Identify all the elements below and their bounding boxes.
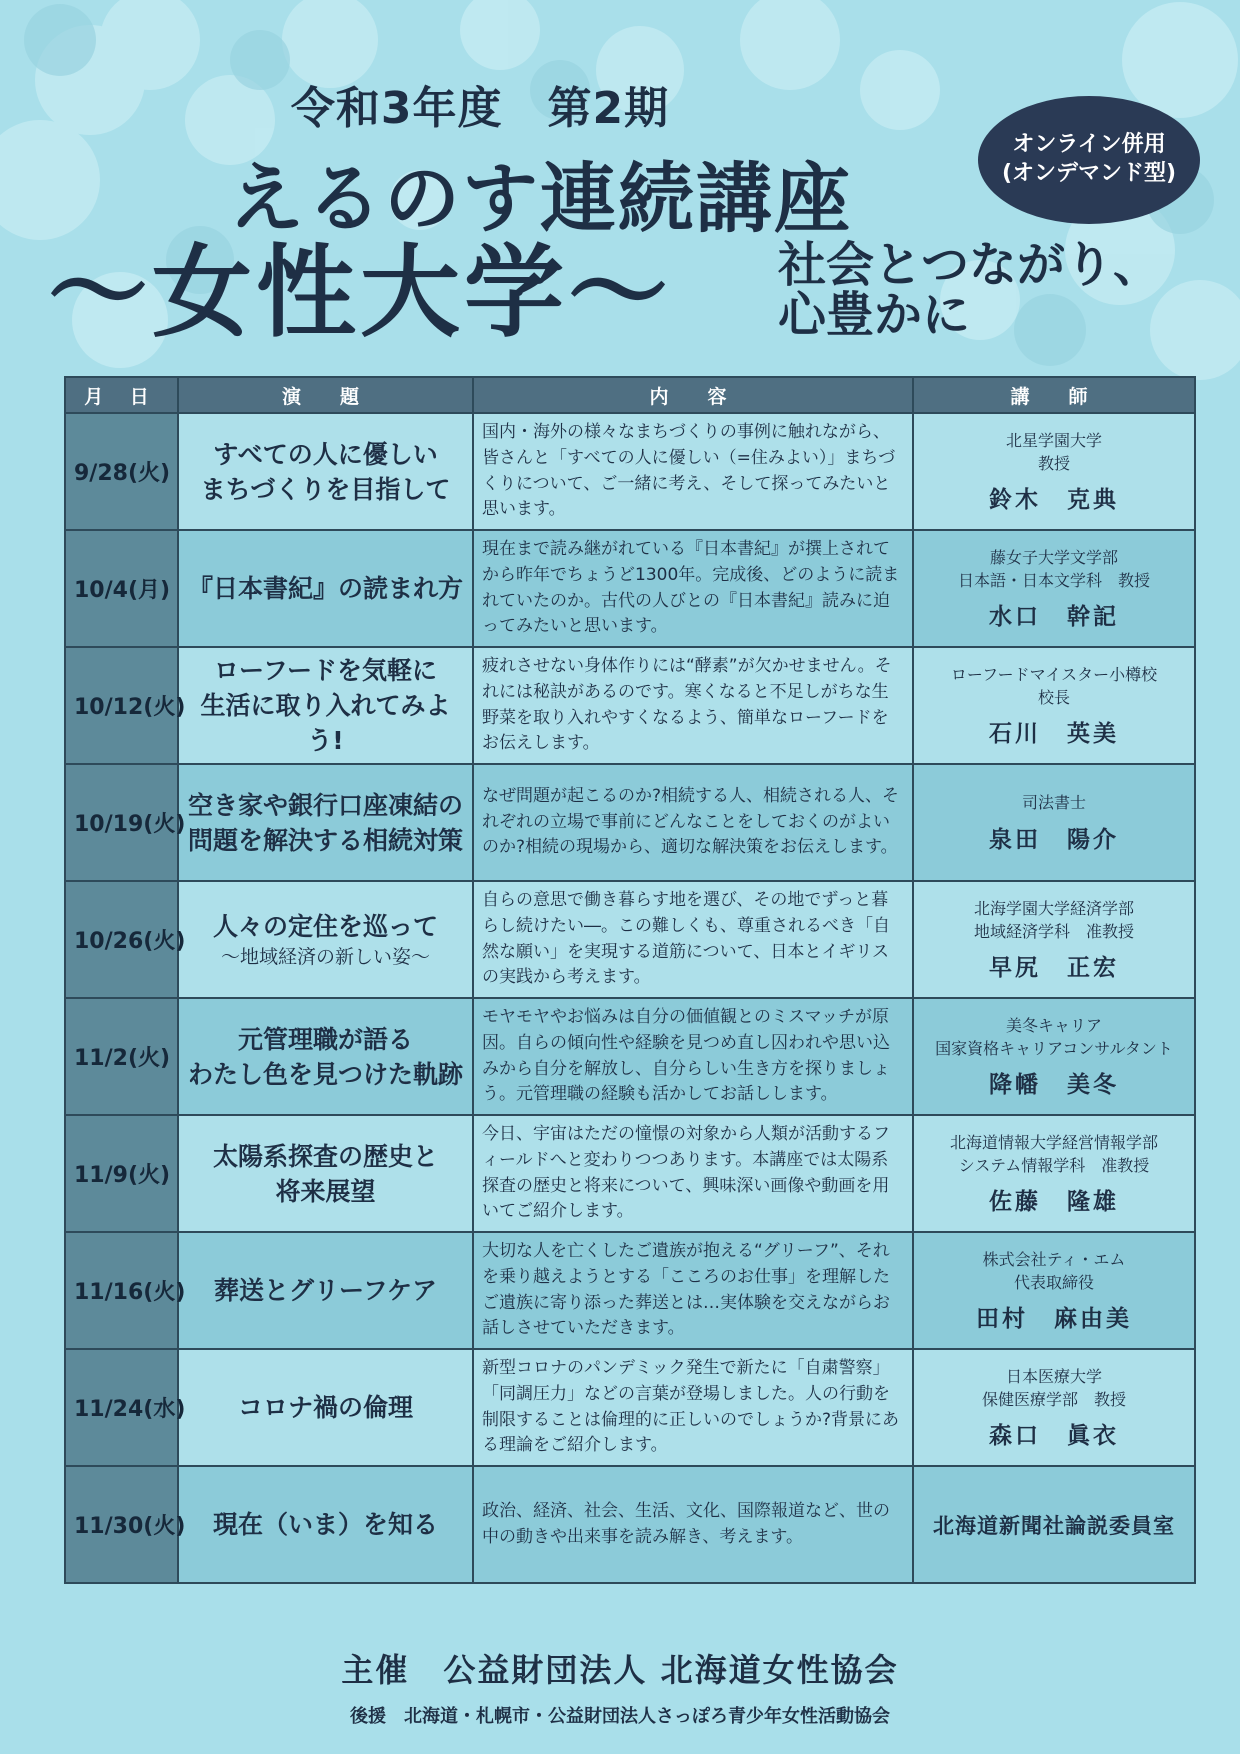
lecturer-affiliation: 株式会社ティ・エム [982,1249,1126,1269]
lecturer-cell [913,764,1195,881]
topic-cell [178,1466,473,1583]
supporter: 後援 北海道・札幌市・公益財団法人さっぽろ青少年女性活動協会 [350,1706,890,1727]
topic-line: 太陽系探査の歴史と [212,1141,438,1171]
lecturer-affiliation: 保健医療学部 教授 [981,1390,1126,1409]
topic-line: わたし色を見つけた軌跡 [187,1059,463,1089]
lecturer-affiliation: 代表取締役 [1013,1273,1094,1292]
lecturer-affiliation: 北海学園大学経済学部 [973,898,1134,918]
lecturer-affiliation: 北海道情報大学経営情報学部 [949,1132,1158,1152]
header-topic: 演 題 [178,377,473,413]
topic-line: 『日本書紀』の読まれ方 [187,574,463,603]
subtitle-line: 社会とつながり、 [778,237,1162,293]
lecturer-affiliation: システム情報学科 准教授 [958,1156,1150,1175]
topic-line: 人々の定住を巡って [212,911,438,941]
topic-cell [178,881,473,998]
table-row [65,1232,1195,1349]
lecturer-affiliation: 藤女子大学文学部 [989,547,1118,567]
header-lecturer: 講 師 [913,377,1195,413]
content-cell: なぜ問題が起こるのか?相続する人、相続される人、それぞれの立場で事前にどんなことをしておくのがよいのか?相続の現場から、適切な解決策をお伝えします。 [473,764,913,881]
organizer: 主催 公益財団法人 北海道女性協会 [341,1651,899,1689]
content-cell: 政治、経済、社会、生活、文化、国際報道など、世の中の動きや出来事を読み解き、考えます。 [473,1466,913,1583]
lecturer-cell [913,530,1195,647]
table-row [65,998,1195,1115]
table-row [65,764,1195,881]
lecturer-name: 佐藤 隆雄 [989,1189,1119,1216]
date-cell: 10/19(火) [65,764,178,881]
lecturer-cell [913,998,1195,1115]
topic-cell [178,1349,473,1466]
topic-cell [178,647,473,764]
badge-line: (オンデマンド型) [1001,161,1177,186]
date-cell: 11/16(火) [65,1232,178,1349]
lecturer-cell [913,647,1195,764]
lecturer-affiliation: 北星学園大学 [1005,430,1102,450]
table-header-row [65,377,1195,413]
date-cell: 10/4(月) [65,530,178,647]
schedule-table [64,376,1196,1584]
topic-line: 元管理職が語る [237,1024,413,1054]
lecturer-affiliation: 美冬キャリア [1005,1015,1102,1035]
lecturer-cell [913,413,1195,530]
topic-line: まちづくりを目指して [200,474,451,504]
subtitle [778,237,1218,344]
header-content: 内 容 [473,377,913,413]
lecturer-affiliation: 地域経済学科 准教授 [973,922,1134,941]
topic-cell [178,1232,473,1349]
content-cell: モヤモヤやお悩みは自分の価値観とのミスマッチが原因。自らの傾向性や経験を見つめ直し囚われや思い込みから自分を解放し、自分らしい生き方を探りましょう。元管理職の経験も活かしてお話しします。 [473,998,913,1115]
content-cell: 疲れさせない身体作りには“酵素”が欠かせません。それには秘訣があるのです。寒くなると不足しがちな生野菜を取り入れやすくなるよう、簡単なローフードをお伝えします。 [473,647,913,764]
lecturer-cell [913,1232,1195,1349]
topic-cell [178,413,473,530]
content-cell: 今日、宇宙はただの憧憬の対象から人類が活動するフィールドへと変わりつつあります。本講座では太陽系探査の歴史と将来について、興味深い画像や動画を用いてご紹介します。 [473,1115,913,1232]
lecturer-affiliation: 司法書士 [1021,793,1086,813]
lecturer-name: 早尻 正宏 [989,955,1119,982]
date-cell: 11/2(火) [65,998,178,1115]
table-row [65,647,1195,764]
table-row [65,1466,1195,1583]
topic-cell [178,998,473,1115]
topic-cell [178,1115,473,1232]
lecturer-name: 田村 麻由美 [976,1306,1132,1333]
year-term-heading: 令和3年度 第2期 [290,83,670,134]
online-badge [978,96,1200,224]
subtitle-line: 心豊かに [778,287,971,344]
topic-cell [178,764,473,881]
table-row [65,413,1195,530]
topic-line: 将来展望 [275,1176,376,1206]
date-cell: 9/28(火) [65,413,178,530]
schedule-body [65,413,1195,1583]
topic-line: 葬送とグリーフケア [213,1276,437,1305]
topic-line: 空き家や銀行口座凍結の [187,790,463,820]
topic-line: ローフードを気軽に [213,656,437,685]
main-title: ～女性大学～ [48,234,672,351]
topic-line: 生活に取り入れてみよう! [200,691,451,755]
lecturer-cell [913,1349,1195,1466]
table-row [65,1349,1195,1466]
topic-line: すべての人に優しい [213,439,438,469]
table-row [65,530,1195,647]
lecturer-affiliation: 教授 [1037,454,1070,473]
lecturer-affiliation: 校長 [1037,688,1070,707]
lecturer-affiliation: 日本医療大学 [1005,1366,1102,1386]
topic-line: コロナ禍の倫理 [237,1393,413,1422]
content-cell: 新型コロナのパンデミック発生で新たに「自粛警察」「同調圧力」などの言葉が登場しました。人の行動を制限することは倫理的に正しいのでしょうか?背景にある理論をご紹介します。 [473,1349,913,1466]
content-cell: 大切な人を亡くしたご遺族が抱える“グリーフ”、それを乗り越えようとする「こころのお仕事」を理解したご遺族に寄り添った葬送とは…実体験を交えながらお話しさせていただきます。 [473,1232,913,1349]
lecturer-affiliation: 日本語・日本文学科 教授 [957,571,1150,590]
topic-cell [178,530,473,647]
header-date: 月 日 [65,377,178,413]
date-cell: 10/26(火) [65,881,178,998]
lecturer-name: 水口 幹記 [989,604,1119,631]
topic-line: 現在（いま）を知る [212,1510,438,1539]
lecturer-cell [913,881,1195,998]
content-cell: 自らの意思で働き暮らす地を選び、その地でずっと暮らし続けたい―。この難しくも、尊重されるべき「自然な願い」を実現する道筋について、日本とイギリスの実践から考えます。 [473,881,913,998]
topic-line: 問題を解決する相続対策 [187,825,463,855]
date-cell: 11/24(水) [65,1349,178,1466]
lecturer-cell [913,1115,1195,1232]
lecturer-name: 降幡 美冬 [989,1072,1119,1099]
date-cell: 11/30(火) [65,1466,178,1583]
badge-line: オンライン併用 [1012,132,1166,158]
lecturer-name: 鈴木 克典 [989,487,1119,514]
content-cell: 国内・海外の様々なまちづくりの事例に触れながら、皆さんと「すべての人に優しい（=住みよい）」まちづくりについて、ご一緒に考え、そして探ってみたいと思います。 [473,413,913,530]
table-row [65,881,1195,998]
lecturer-name: 北海道新聞社論説委員室 [933,1513,1175,1538]
content-cell: 現在まで読み継がれている『日本書紀』が撰上されてから昨年でちょうど1300年。完成後、どのように読まれていたのか。古代の人びとの『日本書紀』読みに迫ってみたいと思います。 [473,530,913,647]
lecturer-name: 泉田 陽介 [989,826,1119,853]
date-cell: 10/12(火) [65,647,178,764]
lecturer-name: 石川 英美 [989,721,1119,748]
date-cell: 11/9(火) [65,1115,178,1232]
topic-subtitle: ～地域経済の新しい姿～ [220,945,430,968]
lecturer-cell [913,1466,1195,1583]
lecturer-affiliation: ローフードマイスター小樽校 [950,664,1158,684]
lecturer-name: 森口 眞衣 [989,1423,1119,1450]
series-title: えるのす連続講座 [228,154,852,243]
lecturer-affiliation: 国家資格キャリアコンサルタント [935,1039,1173,1058]
table-row [65,1115,1195,1232]
